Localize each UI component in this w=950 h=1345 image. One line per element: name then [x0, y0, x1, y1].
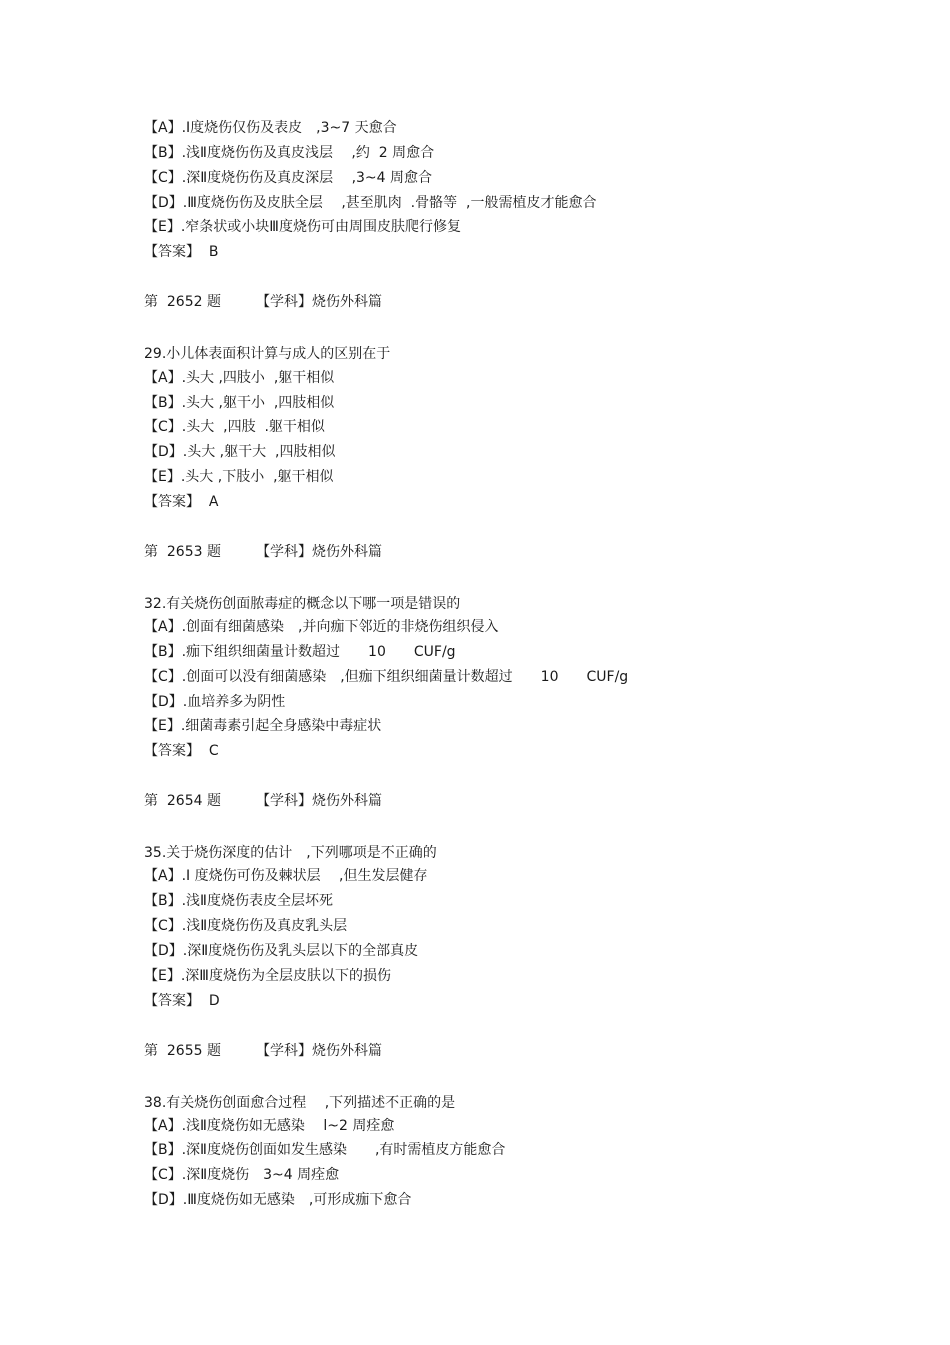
option-b: 【B】.浅Ⅱ度烧伤表皮全层坏死	[144, 893, 333, 909]
option-d: 【D】.Ⅲ度烧伤如无感染 ,可形成痂下愈合	[144, 1192, 412, 1208]
option-d: 【D】.血培养多为阴性	[144, 694, 286, 710]
question-text: 29.小儿体表面积计算与成人的区别在于	[144, 346, 391, 362]
question-header: 第 2655 题 【学科】烧伤外科篇	[144, 1043, 382, 1059]
question-text: 38.有关烧伤创面愈合过程 ,下列描述不正确的是	[144, 1095, 456, 1111]
option-a: 【A】.I 度烧伤可伤及棘状层 ,但生发层健存	[144, 868, 428, 884]
option-e: 【E】.细菌毒素引起全身感染中毒症状	[144, 718, 382, 734]
question-text: 32.有关烧伤创面脓毒症的概念以下哪一项是错误的	[144, 596, 461, 612]
option-b: 【B】.痂下组织细菌量计数超过 10 CUF/g	[144, 644, 456, 660]
option-e: 【E】.深Ⅲ度烧伤为全层皮肤以下的损伤	[144, 968, 391, 984]
option-a: 【A】.Ⅰ度烧伤仅伤及表皮 ,3~7 天愈合	[144, 120, 397, 136]
question-header: 第 2653 题 【学科】烧伤外科篇	[144, 544, 382, 560]
option-a: 【A】.头大 ,四肢小 ,躯干相似	[144, 370, 335, 386]
option-c: 【C】.浅Ⅱ度烧伤伤及真皮乳头层	[144, 918, 348, 934]
answer: 【答案】 D	[144, 993, 220, 1009]
option-d: 【D】.深Ⅱ度烧伤伤及乳头层以下的全部真皮	[144, 943, 419, 959]
option-a: 【A】.浅Ⅱ度烧伤如无感染 l~2 周痊愈	[144, 1118, 395, 1134]
option-b: 【B】.浅Ⅱ度烧伤伤及真皮浅层 ,约 2 周愈合	[144, 145, 435, 161]
option-b: 【B】.头大 ,躯干小 ,四肢相似	[144, 395, 335, 411]
option-c: 【C】.深Ⅱ度烧伤伤及真皮深层 ,3~4 周愈合	[144, 170, 433, 186]
answer: 【答案】 A	[144, 494, 219, 510]
question-header: 第 2652 题 【学科】烧伤外科篇	[144, 294, 382, 310]
option-d: 【D】.头大 ,躯干大 ,四肢相似	[144, 444, 336, 460]
option-d: 【D】.Ⅲ度烧伤伤及皮肤全层 ,甚至肌肉 .骨骼等 ,一般需植皮才能愈合	[144, 195, 597, 211]
option-a: 【A】.创面有细菌感染 ,并向痂下邻近的非烧伤组织侵入	[144, 619, 499, 635]
option-e: 【E】.头大 ,下肢小 ,躯干相似	[144, 469, 334, 485]
answer: 【答案】 C	[144, 743, 219, 759]
answer: 【答案】 B	[144, 244, 219, 260]
question-text: 35.关于烧伤深度的估计 ,下列哪项是不正确的	[144, 845, 437, 861]
question-header: 第 2654 题 【学科】烧伤外科篇	[144, 793, 382, 809]
option-c: 【C】.头大 ,四肢 .躯干相似	[144, 419, 325, 435]
option-b: 【B】.深Ⅱ度烧伤创面如发生感染 ,有时需植皮方能愈合	[144, 1142, 506, 1158]
option-c: 【C】.创面可以没有细菌感染 ,但痂下组织细菌量计数超过 10 CUF/g	[144, 669, 629, 685]
option-e: 【E】.窄条状或小块Ⅲ度烧伤可由周围皮肤爬行修复	[144, 219, 461, 235]
option-c: 【C】.深Ⅱ度烧伤 3~4 周痊愈	[144, 1167, 340, 1183]
